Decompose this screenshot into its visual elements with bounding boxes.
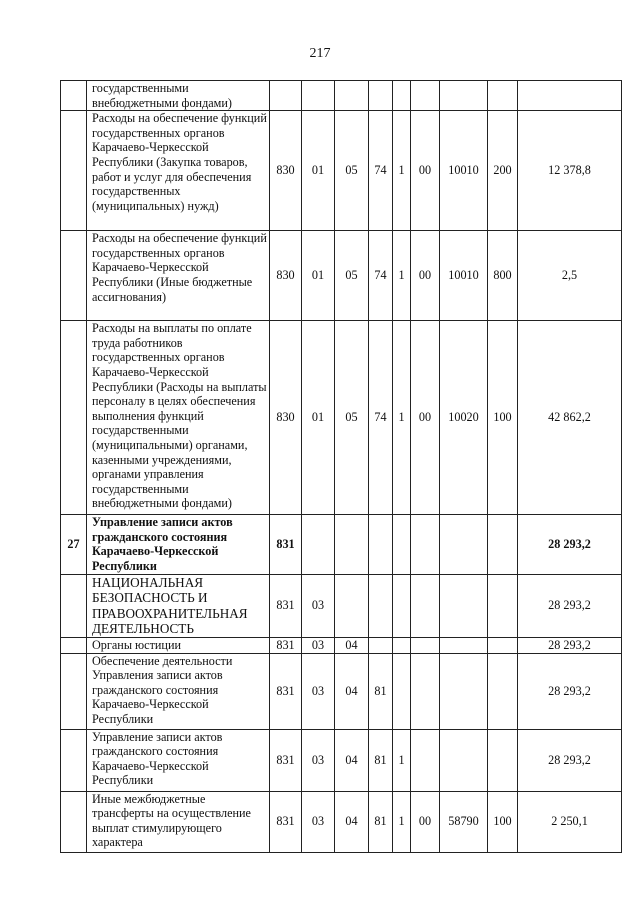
- cell-c5: [393, 574, 411, 637]
- cell-c4: [369, 574, 393, 637]
- cell-c6: [411, 81, 440, 111]
- cell-c3: [335, 81, 369, 111]
- cell-c6: [411, 637, 440, 653]
- cell-c4: [369, 515, 393, 574]
- row-name: государственными внебюджетными фондами): [87, 81, 270, 111]
- cell-c8: [488, 729, 518, 791]
- row-name: Управление записи актов гражданского состояния Карачаево-Черкесской Республики: [87, 515, 270, 574]
- cell-c2: 01: [302, 111, 335, 231]
- cell-c3: 04: [335, 653, 369, 729]
- cell-c3: 05: [335, 231, 369, 321]
- cell-c3: 05: [335, 111, 369, 231]
- cell-c4: 81: [369, 729, 393, 791]
- cell-c2: 03: [302, 729, 335, 791]
- cell-c1: 831: [270, 574, 302, 637]
- table-row: [61, 574, 622, 637]
- row-number: [61, 637, 87, 653]
- cell-c3: [335, 515, 369, 574]
- cell-c3: 05: [335, 321, 369, 515]
- row-name: Расходы на обеспечение функций государственных органов Карачаево-Черкесской Республики (Закупка товаров, работ и услуг для обеспечения государственных (муниципальных) нужд): [87, 111, 270, 231]
- cell-c7: [440, 637, 488, 653]
- cell-c8: 800: [488, 231, 518, 321]
- row-amount: 42 862,2: [518, 321, 622, 515]
- cell-c3: 04: [335, 729, 369, 791]
- cell-c5: 1: [393, 111, 411, 231]
- cell-c3: [335, 574, 369, 637]
- cell-c8: [488, 574, 518, 637]
- row-number: [61, 321, 87, 515]
- cell-c5: [393, 515, 411, 574]
- row-number: [61, 231, 87, 321]
- row-amount: 2,5: [518, 231, 622, 321]
- cell-c2: 01: [302, 231, 335, 321]
- cell-c4: 81: [369, 653, 393, 729]
- cell-c5: 1: [393, 791, 411, 852]
- cell-c4: [369, 637, 393, 653]
- table-row: [61, 111, 622, 231]
- row-amount: 28 293,2: [518, 637, 622, 653]
- row-amount: 28 293,2: [518, 729, 622, 791]
- cell-c7: 10010: [440, 111, 488, 231]
- row-number: [61, 791, 87, 852]
- cell-c1: 830: [270, 111, 302, 231]
- cell-c8: 100: [488, 791, 518, 852]
- cell-c5: [393, 653, 411, 729]
- cell-c6: [411, 515, 440, 574]
- row-number: [61, 81, 87, 111]
- cell-c7: [440, 574, 488, 637]
- cell-c4: 74: [369, 111, 393, 231]
- row-name: Обеспечение деятельности Управления записи актов гражданского состояния Карачаево-Черкесской Республики: [87, 653, 270, 729]
- row-amount: 28 293,2: [518, 653, 622, 729]
- cell-c8: [488, 81, 518, 111]
- cell-c8: [488, 515, 518, 574]
- table-row: [61, 231, 622, 321]
- cell-c7: [440, 81, 488, 111]
- cell-c2: [302, 515, 335, 574]
- cell-c6: [411, 653, 440, 729]
- cell-c5: 1: [393, 231, 411, 321]
- cell-c8: [488, 653, 518, 729]
- cell-c1: 831: [270, 729, 302, 791]
- cell-c4: 81: [369, 791, 393, 852]
- cell-c5: 1: [393, 729, 411, 791]
- cell-c7: 10020: [440, 321, 488, 515]
- cell-c2: 03: [302, 791, 335, 852]
- cell-c5: [393, 81, 411, 111]
- row-amount: 28 293,2: [518, 515, 622, 574]
- cell-c1: 831: [270, 515, 302, 574]
- cell-c6: 00: [411, 231, 440, 321]
- cell-c2: 03: [302, 574, 335, 637]
- table-row: [61, 321, 622, 515]
- cell-c6: 00: [411, 791, 440, 852]
- cell-c5: 1: [393, 321, 411, 515]
- cell-c3: 04: [335, 637, 369, 653]
- cell-c8: 200: [488, 111, 518, 231]
- cell-c7: [440, 729, 488, 791]
- cell-c2: 01: [302, 321, 335, 515]
- row-name: Иные межбюджетные трансферты на осуществление выплат стимулирующего характера: [87, 791, 270, 852]
- row-number: [61, 111, 87, 231]
- row-name: Органы юстиции: [87, 637, 270, 653]
- row-number: [61, 653, 87, 729]
- cell-c2: [302, 81, 335, 111]
- row-number: 27: [61, 515, 87, 574]
- table-row: [61, 81, 622, 111]
- cell-c4: 74: [369, 231, 393, 321]
- cell-c8: [488, 637, 518, 653]
- row-name: Расходы на выплаты по оплате труда работников государственных органов Карачаево-Черкесской Республики (Расходы на выплаты персоналу в целях обеспечения выполнения функций государственными (муниципальными) органами, казенными учреждениями, органами управления государственными внебюджетными фондами): [87, 321, 270, 515]
- row-name: НАЦИОНАЛЬНАЯ БЕЗОПАСНОСТЬ И ПРАВООХРАНИТЕЛЬНАЯ ДЕЯТЕЛЬНОСТЬ: [87, 574, 270, 637]
- cell-c6: [411, 729, 440, 791]
- table-row: [61, 515, 622, 574]
- row-amount: 28 293,2: [518, 574, 622, 637]
- cell-c1: 831: [270, 653, 302, 729]
- cell-c7: 58790: [440, 791, 488, 852]
- table-row: [61, 653, 622, 729]
- cell-c6: [411, 574, 440, 637]
- row-amount: 12 378,8: [518, 111, 622, 231]
- cell-c1: 831: [270, 791, 302, 852]
- cell-c6: 00: [411, 321, 440, 515]
- budget-table: [60, 80, 622, 853]
- table-row: [61, 729, 622, 791]
- table-row: [61, 791, 622, 852]
- cell-c6: 00: [411, 111, 440, 231]
- cell-c7: 10010: [440, 231, 488, 321]
- table-row: [61, 637, 622, 653]
- cell-c7: [440, 653, 488, 729]
- row-name: Управление записи актов гражданского состояния Карачаево-Черкесской Республики: [87, 729, 270, 791]
- page-number: 217: [309, 46, 331, 61]
- cell-c1: 830: [270, 231, 302, 321]
- cell-c4: 74: [369, 321, 393, 515]
- cell-c8: 100: [488, 321, 518, 515]
- row-amount: [518, 81, 622, 111]
- row-number: [61, 729, 87, 791]
- cell-c5: [393, 637, 411, 653]
- cell-c2: 03: [302, 653, 335, 729]
- cell-c1: 830: [270, 321, 302, 515]
- row-amount: 2 250,1: [518, 791, 622, 852]
- cell-c1: [270, 81, 302, 111]
- row-name: Расходы на обеспечение функций государственных органов Карачаево-Черкесской Республики (Иные бюджетные ассигнования): [87, 231, 270, 321]
- cell-c4: [369, 81, 393, 111]
- cell-c2: 03: [302, 637, 335, 653]
- cell-c1: 831: [270, 637, 302, 653]
- cell-c3: 04: [335, 791, 369, 852]
- cell-c7: [440, 515, 488, 574]
- row-number: [61, 574, 87, 637]
